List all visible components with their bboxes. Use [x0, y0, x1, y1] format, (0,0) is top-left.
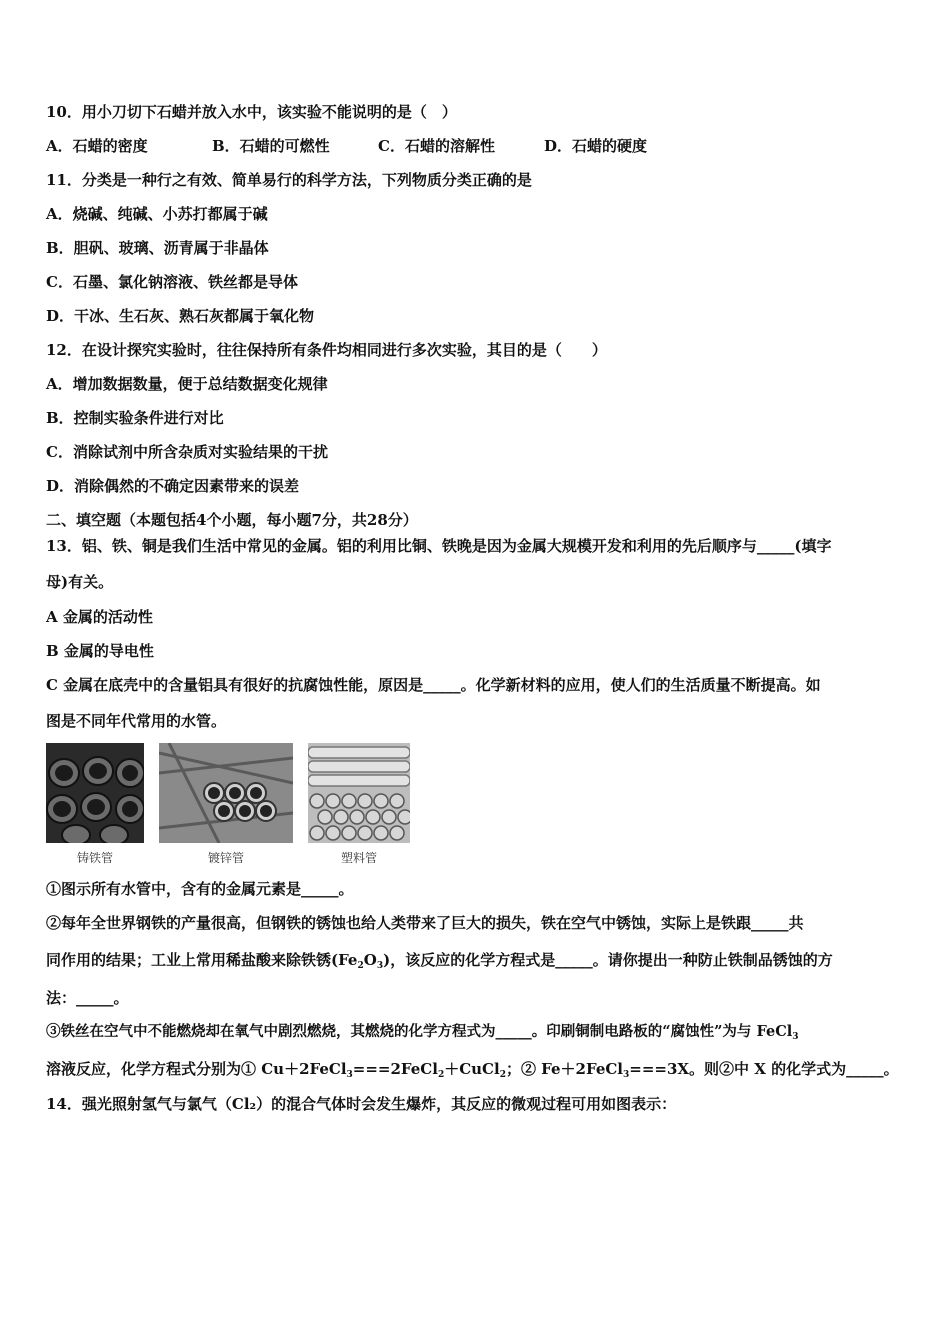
q10-option-d: D．石蜡的硬度: [544, 137, 648, 155]
caption-cast-iron: 铸铁管: [76, 851, 113, 865]
text-seg: 溶液反应，化学方程式分别为① Cu＋2FeCl: [46, 1060, 347, 1078]
subscript: 3: [376, 961, 384, 971]
subscript: 2: [357, 961, 364, 971]
subscript: 3: [792, 1032, 799, 1042]
caption-plastic: 塑料管: [340, 851, 377, 865]
q11-option-b: B．胆矾、玻璃、沥青属于非晶体: [46, 239, 269, 257]
cast-iron-pipe-image: [46, 743, 144, 843]
q13-option-c-line2: 图是不同年代常用的水管。: [46, 712, 227, 730]
q12-option-b: B．控制实验条件进行对比: [46, 409, 224, 427]
plastic-pipe-image: [308, 743, 410, 843]
text-seg: )，该反应的化学方程式是_____。请你提出一种防止铁制品锈蚀的方: [383, 951, 833, 969]
q12-option-c: C．消除试剂中所含杂质对实验结果的干扰: [46, 443, 328, 461]
q13-part2-line2: [46, 950, 833, 973]
text-seg: ；② Fe＋2FeCl: [505, 1060, 623, 1078]
text-seg: ===3X。则②中 X 的化学式为_____。: [629, 1060, 899, 1078]
q13-part2-line3: 法：_____。: [46, 989, 129, 1007]
q13-stem-line1: 13．铝、铁、铜是我们生活中常见的金属。铝的利用比铜、铁晚是因为金属大规模开发和利用的先后顺序与_____(填字: [46, 537, 832, 555]
text-seg: ③铁丝在空气中不能燃烧却在氧气中剧烈燃烧，其燃烧的化学方程式为_____。印刷铜制电路板的“腐蚀性”为与 FeCl: [46, 1023, 793, 1040]
q13-option-c-line1: C 金属在底壳中的含量铝具有很好的抗腐蚀性能，原因是_____。化学新材料的应用，使人们的生活质量不断提高。如: [46, 676, 821, 694]
q13-option-a: A 金属的活动性: [46, 608, 153, 626]
q10-stem: 10．用小刀切下石蜡并放入水中，该实验不能说明的是（ ）: [46, 103, 457, 121]
subscript: 3: [346, 1070, 353, 1080]
water-pipe-photos: [46, 743, 426, 868]
q14-stem: 14．强光照射氢气与氯气（Cl₂）的混合气体时会发生爆炸，其反应的微观过程可用如图表示：: [46, 1095, 677, 1113]
q11-option-d: D．干冰、生石灰、熟石灰都属于氧化物: [46, 307, 315, 325]
caption-galvanized: 镀锌管: [207, 851, 244, 865]
text-seg: ===2FeCl: [352, 1060, 438, 1078]
q10-option-b: B．石蜡的可燃性: [212, 137, 330, 155]
q13-part2-line1: ②每年全世界钢铁的产量很高，但钢铁的锈蚀也给人类带来了巨大的损失，铁在空气中锈蚀，实际上是铁跟_____共: [46, 914, 804, 932]
q13-option-b: B 金属的导电性: [46, 642, 154, 660]
text-seg: 同作用的结果；工业上常用稀盐酸来除铁锈(Fe: [46, 951, 358, 969]
q10-options: [46, 136, 647, 156]
text-seg: ＋CuCl: [444, 1060, 500, 1078]
q12-stem: 12．在设计探究实验时，往往保持所有条件均相同进行多次实验，其目的是（ ）: [46, 341, 607, 359]
subscript: 2: [437, 1070, 445, 1080]
q11-option-c: C．石墨、氯化钠溶液、铁丝都是导体: [46, 273, 298, 291]
section-heading: 二、填空题（本题包括4个小题，每小题7分，共28分）: [46, 511, 418, 529]
q13-part1: ①图示所有水管中，含有的金属元素是_____。: [46, 880, 354, 898]
galvanized-pipe-image: [159, 743, 293, 843]
q10-option-c: C．石蜡的溶解性: [378, 137, 495, 155]
q13-part3-line1: [46, 1022, 799, 1044]
q13-part3-line2: [46, 1059, 899, 1082]
q12-option-a: A．增加数据数量，便于总结数据变化规律: [46, 375, 328, 393]
q13-stem-line2: 母)有关。: [46, 573, 114, 591]
q11-option-a: A．烧碱、纯碱、小苏打都属于碱: [46, 205, 268, 223]
q10-option-a: A．石蜡的密度: [46, 137, 148, 155]
subscript: 3: [623, 1070, 630, 1080]
text-seg: O: [363, 951, 377, 969]
q12-option-d: D．消除偶然的不确定因素带来的误差: [46, 477, 300, 495]
q11-stem: 11．分类是一种行之有效、简单易行的科学方法，下列物质分类正确的是: [46, 171, 532, 189]
subscript: 2: [499, 1070, 506, 1080]
